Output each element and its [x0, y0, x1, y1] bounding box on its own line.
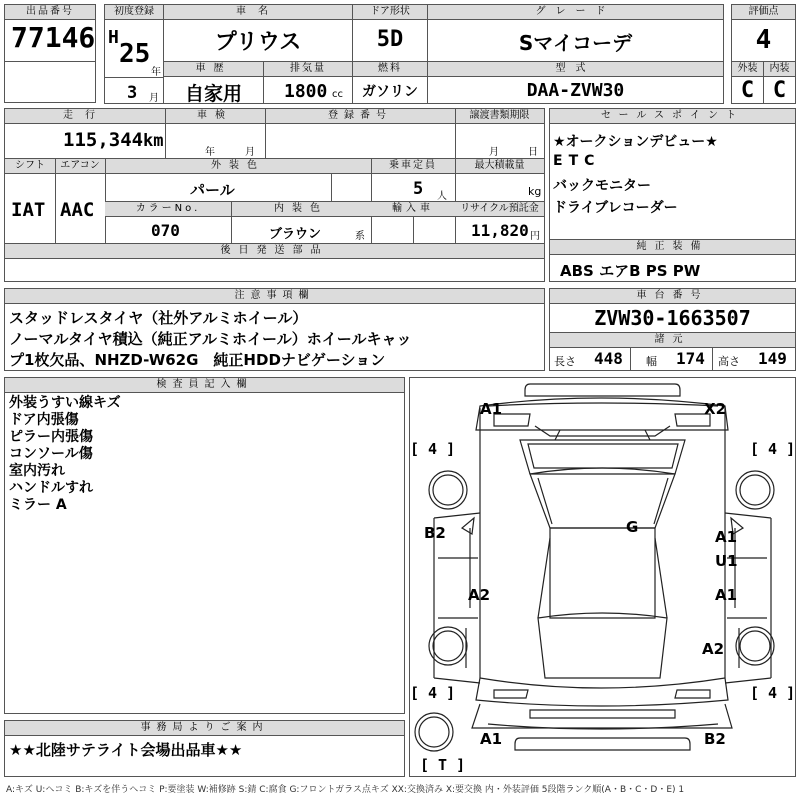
reg-month: 3	[127, 83, 138, 103]
insp-year: 年	[205, 147, 215, 158]
intcolor-value: ブラウン	[269, 227, 322, 242]
door-box	[352, 4, 428, 62]
colorno-label: カラーNo.	[105, 202, 231, 217]
inspector-item: ピラー内張傷	[9, 429, 93, 445]
insp-month: 月	[245, 147, 255, 158]
car-name: プリウス	[214, 30, 302, 55]
ac-label: エアコン	[55, 159, 105, 174]
mileage-unit: km	[143, 131, 164, 151]
ext-box	[731, 61, 764, 104]
grade-box	[427, 4, 724, 62]
spec-label: 諸元	[550, 332, 795, 348]
fuel-label: 燃料	[353, 62, 427, 77]
damage-mark: A1	[480, 400, 503, 418]
name-box	[163, 4, 353, 62]
int-value: C	[772, 78, 787, 103]
damage-mark: B2	[704, 730, 726, 748]
int-box	[763, 61, 796, 104]
model-label: 型式	[428, 62, 723, 77]
fuel-value: ガソリン	[362, 84, 418, 100]
name-label: 車名	[164, 5, 352, 20]
fuel-box	[352, 61, 428, 104]
inspector-item: 室内汚れ	[9, 463, 65, 479]
model-value: DAA-ZVW30	[526, 80, 625, 101]
recycle-label: リサイクル預託金	[455, 202, 544, 217]
sales-item: ドライブレコーダー	[553, 200, 678, 216]
recycle-value: 11,820	[471, 221, 529, 240]
notes-label: 注意事項欄	[5, 289, 544, 304]
damage-mark: U1	[715, 552, 738, 570]
legend-text: A:キズ U:ヘコミ B:キズを伴うヘコミ P:要塗装 W:補修跡 S:錆 C:腐食 G:フロントガラス点キズ XX:交換済み X:要交換 内・外装評価 5段階ランク順(A・B・C・D・E) 1	[6, 785, 685, 795]
lot-box	[4, 4, 96, 62]
sales-item: バックモニター	[553, 178, 651, 194]
ext-label: 外装	[732, 62, 763, 77]
tire-depth: [ 4 ]	[410, 440, 456, 458]
score-box	[731, 4, 796, 62]
ext-value: C	[740, 78, 755, 103]
transfer-label: 譲渡書類期限	[455, 109, 544, 124]
seats-value: 5	[413, 179, 424, 199]
damage-mark: A1	[715, 586, 738, 604]
disp-label: 排気量	[264, 62, 352, 77]
inspector-label: 検査員記入欄	[5, 378, 404, 393]
grade-value: Sマイコーデ	[518, 31, 633, 55]
notes-line: プ1枚欠品、NHZD-W62G 純正HDDナビゲーション	[9, 351, 386, 369]
mileage-value: 115,344	[63, 129, 144, 151]
car-outline-diagram	[410, 378, 795, 776]
inspector-list	[9, 395, 121, 514]
equipment-box	[549, 239, 796, 282]
reg-month-unit: 月	[149, 93, 159, 104]
disp-value: 1800	[284, 81, 328, 102]
damage-mark: A2	[468, 586, 491, 604]
tire-depth: [ 4 ]	[410, 684, 456, 702]
inspector-item: コンソール傷	[9, 446, 93, 462]
reg-era: H	[108, 27, 119, 48]
damage-mark: X2	[704, 400, 727, 418]
office-box	[4, 720, 405, 777]
chassis-value: ZVW30-1663507	[594, 306, 751, 330]
int-label: 内装	[764, 62, 795, 77]
inspector-item: ミラー A	[9, 497, 67, 513]
sales-label: セールスポイント	[550, 109, 795, 124]
mileage-label: 走行	[5, 109, 165, 124]
chassis-box	[549, 288, 796, 371]
load-label: 最大積載量	[455, 159, 544, 174]
score-label: 評価点	[732, 5, 795, 20]
seats-label: 乗車定員	[371, 159, 455, 174]
score-value: 4	[755, 25, 772, 55]
import-label: 輸入車	[371, 202, 455, 217]
inspector-box	[4, 377, 405, 714]
notes-line: スタッドレスタイヤ（社外アルミホイール）	[9, 309, 308, 327]
tire-depth: [ 4 ]	[750, 684, 796, 702]
sales-box	[549, 108, 796, 240]
damage-mark: G	[626, 518, 639, 536]
inspection-label: 車検	[165, 109, 265, 124]
lot-extra-box	[4, 61, 96, 103]
hei-value: 149	[758, 349, 787, 368]
shift-label: シフト	[5, 159, 55, 174]
color-label: 外装色	[105, 159, 371, 174]
reg-year-unit: 年	[151, 67, 161, 78]
damage-mark: A1	[480, 730, 503, 748]
history-label: 車歴	[164, 62, 263, 77]
sales-item: ★オークションデビュー★	[553, 134, 718, 150]
inspector-item: 外装うすい線キズ	[9, 395, 121, 411]
len-value: 448	[594, 349, 623, 368]
model-box	[427, 61, 724, 104]
damage-mark: A1	[715, 528, 738, 546]
color-value: パール	[190, 181, 235, 199]
equipment-label: 純正装備	[550, 240, 795, 255]
lot-label: 出品番号	[5, 5, 95, 20]
transfer-month: 月	[489, 147, 499, 158]
notes-line: ノーマルタイヤ積込（純正アルミホイール）ホイールキャッ	[9, 330, 412, 348]
history-value: 自家用	[184, 83, 242, 105]
office-value: ★★北陸サテライト会場出品車★★	[9, 741, 243, 759]
sales-item: ETC	[553, 153, 601, 169]
reg-year: 25	[119, 39, 151, 69]
office-label: 事務局よりご案内	[5, 721, 404, 736]
wid-label: 幅	[646, 355, 657, 368]
disp-unit: cc	[332, 89, 343, 100]
len-label: 長さ	[554, 355, 576, 368]
damage-mark: B2	[424, 524, 446, 542]
spare-tire: [ T ]	[420, 756, 466, 774]
info-block	[4, 108, 545, 282]
reg-label: 初度登録	[105, 5, 163, 20]
equipment-value: ABS エアB PS PW	[560, 262, 701, 280]
history-box	[163, 61, 264, 104]
seats-unit: 人	[437, 191, 447, 202]
lot-number: 77146	[11, 21, 96, 54]
intcolor-unit: 系	[355, 231, 365, 242]
transfer-day: 日	[528, 147, 538, 158]
car-diagram	[409, 377, 796, 777]
intcolor-label: 内装色	[231, 202, 371, 217]
inspector-item: ドア内張傷	[9, 412, 79, 428]
regno-label: 登録番号	[265, 109, 455, 124]
reg-box	[104, 4, 164, 104]
damage-mark: A2	[702, 640, 725, 658]
inspector-item: ハンドルすれ	[9, 480, 93, 496]
hei-label: 高さ	[718, 355, 740, 368]
colorno-value: 070	[151, 221, 180, 240]
ac-value: AAC	[60, 199, 95, 221]
grade-label: グレード	[428, 5, 723, 20]
wid-value: 174	[676, 349, 705, 368]
door-label: ドア形状	[353, 5, 427, 20]
disp-box	[263, 61, 353, 104]
chassis-label: 車台番号	[550, 289, 795, 304]
later-parts-label: 後日発送部品	[5, 244, 544, 259]
shift-value: IAT	[11, 199, 46, 221]
recycle-unit: 円	[530, 231, 540, 242]
load-unit: kg	[528, 185, 542, 198]
tire-depth: [ 4 ]	[750, 440, 796, 458]
notes-box	[4, 288, 545, 371]
door-value: 5D	[376, 27, 404, 52]
